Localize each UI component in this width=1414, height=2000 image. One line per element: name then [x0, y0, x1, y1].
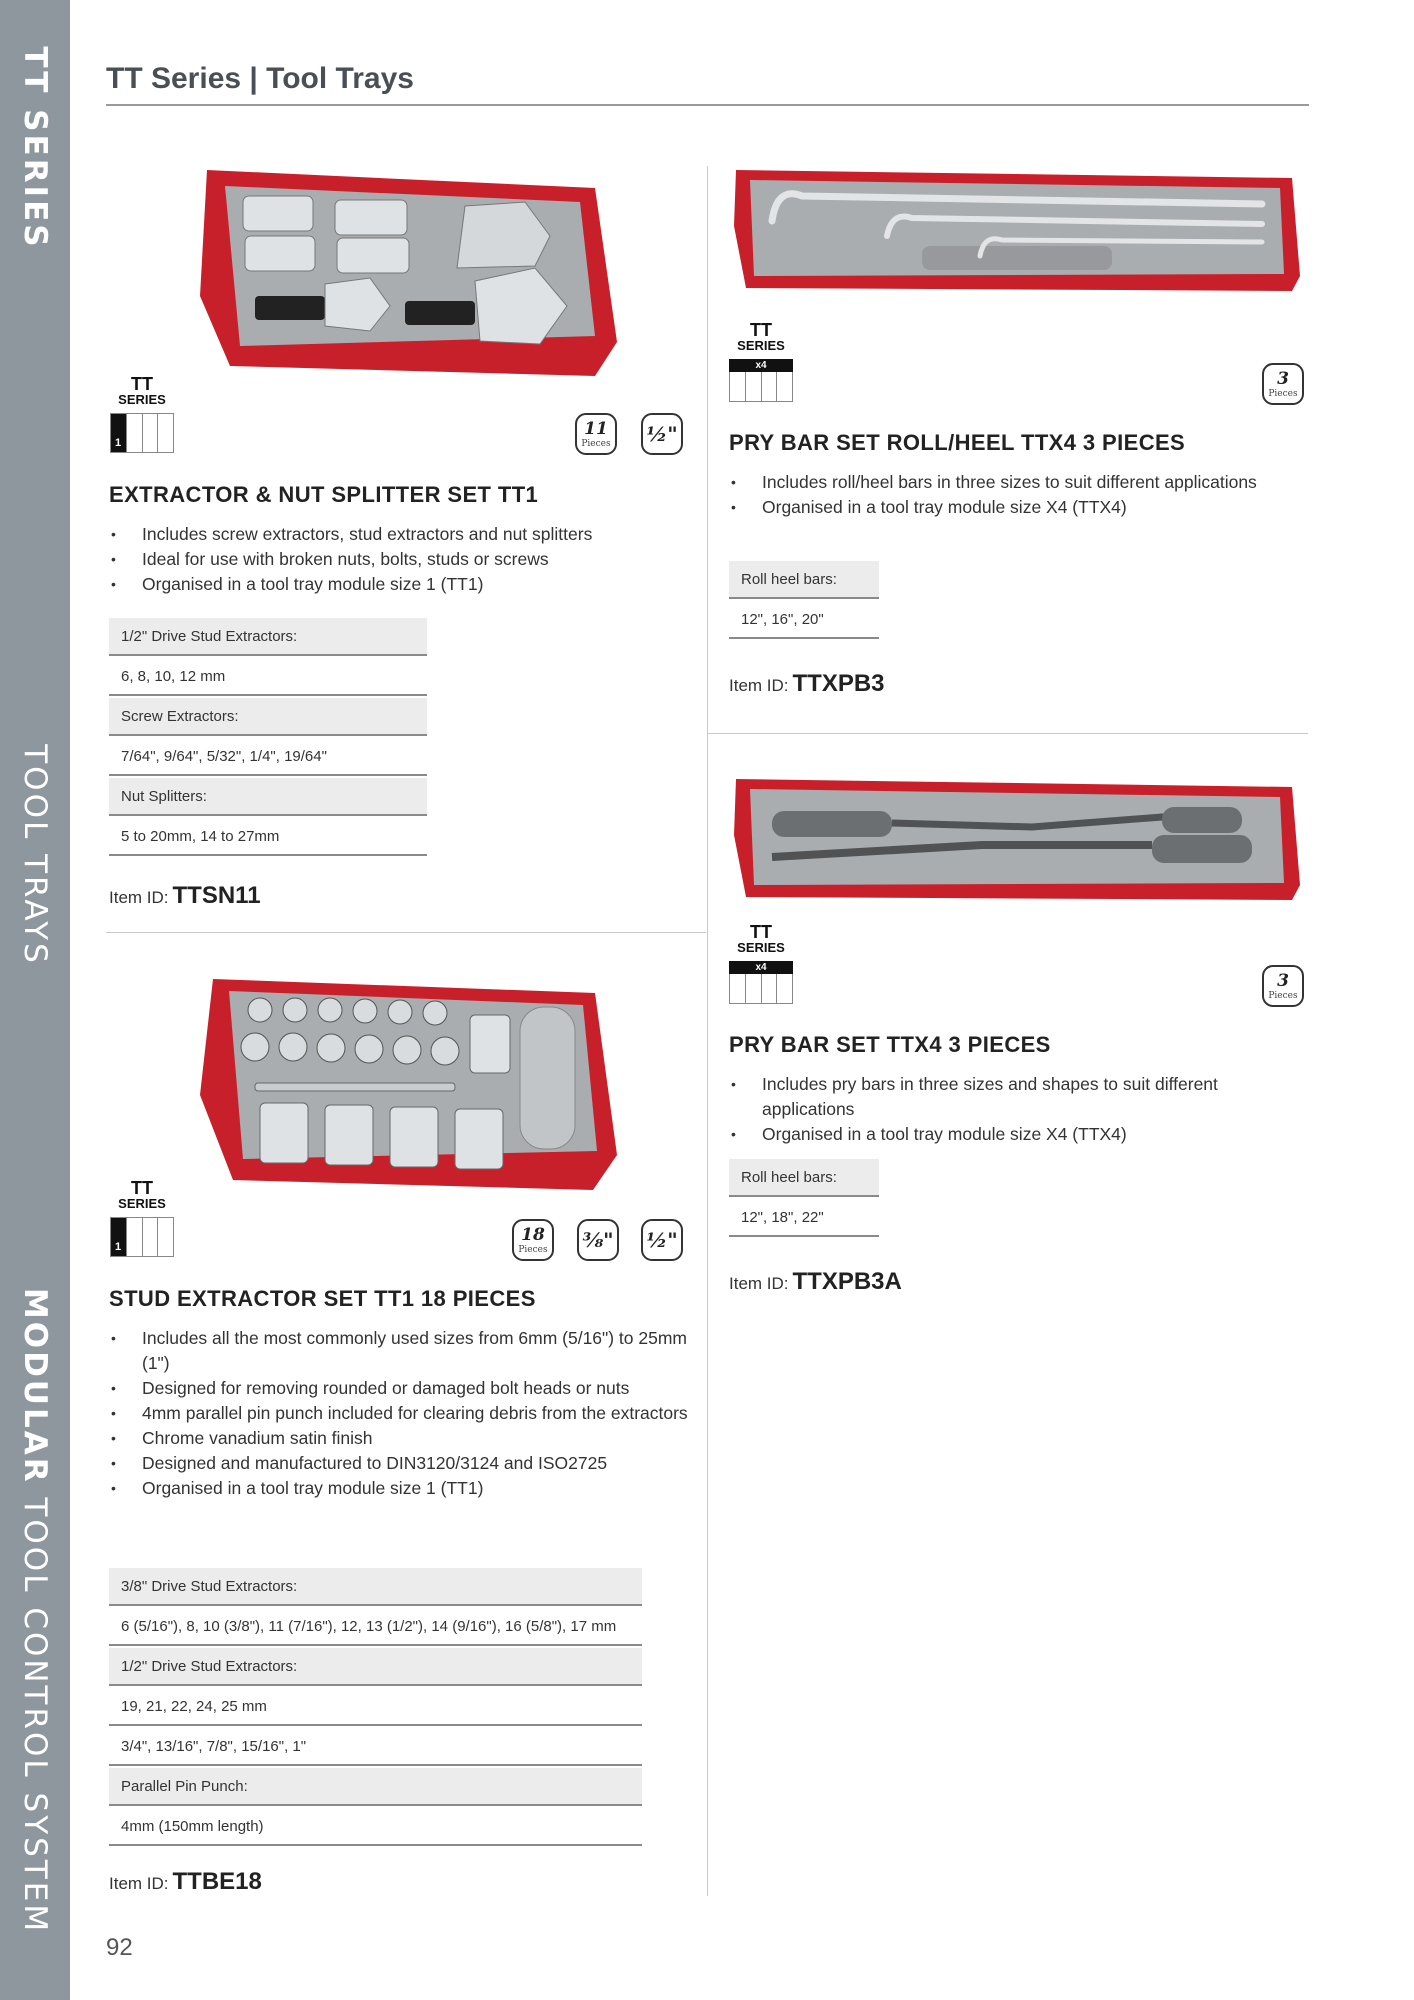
- module-cell: [158, 414, 173, 452]
- sidebar: [0, 0, 70, 2000]
- feature-item: • 4mm parallel pin punch included for clearing debris from the extractors: [109, 1401, 689, 1426]
- spec-row: 5 to 20mm, 14 to 27mm: [109, 818, 427, 856]
- feature-item: • Organised in a tool tray module size X4 (TTX4): [729, 1122, 1289, 1147]
- feature-item: • Designed and manufactured to DIN3120/3124 and ISO2725: [109, 1451, 689, 1476]
- item-id-code: TTSN11: [172, 882, 261, 909]
- socket-1: [243, 196, 313, 231]
- feature-item: • Includes roll/heel bars in three sizes to suit different applications: [729, 470, 1289, 495]
- spec-row: 1/2" Drive Stud Extractors:: [109, 1648, 642, 1686]
- series-logo-series: SERIES: [118, 1196, 166, 1211]
- product-title: PRY BAR SET ROLL/HEEL TTX4 3 PIECES: [729, 430, 1186, 455]
- feature-item: • Designed for removing rounded or damaged bolt heads or nuts: [109, 1376, 689, 1401]
- extractor-22: [390, 1107, 438, 1167]
- feature-list: [729, 470, 1289, 520]
- series-logo-tt: TT: [750, 922, 772, 942]
- drive-size-badge: ½": [641, 413, 683, 455]
- module-x4-bar: x4: [729, 359, 793, 372]
- module-size-icon: [110, 413, 174, 453]
- nut-splitter-handle-1: [255, 296, 325, 320]
- pieces-badge: 18 Pieces: [512, 1219, 554, 1261]
- series-logo-series: SERIES: [737, 940, 785, 955]
- spec-row: Nut Splitters:: [109, 778, 427, 816]
- page-title: TT Series | Tool Trays: [106, 62, 414, 95]
- drive-size-badge: ⅜": [577, 1219, 619, 1261]
- module-cell: [730, 372, 746, 401]
- pry-bar-handle-1: [772, 811, 892, 837]
- feature-list: [109, 1326, 689, 1501]
- sidebar-tool-trays: TOOL TRAYS: [17, 744, 53, 966]
- product-image-roll-heel-tray: [732, 166, 1302, 296]
- module-cell: [158, 1218, 173, 1256]
- spec-table: [109, 618, 427, 858]
- item-id-label: Item ID:: [109, 1874, 169, 1893]
- socket-2: [245, 236, 315, 271]
- item-id-label: Item ID:: [729, 676, 789, 695]
- module-cell: [127, 414, 143, 452]
- feature-item: • Chrome vanadium satin finish: [109, 1426, 689, 1451]
- module-cell: [143, 1218, 159, 1256]
- item-id-code: TTBE18: [172, 1868, 262, 1895]
- spec-row: Parallel Pin Punch:: [109, 1768, 642, 1806]
- item-id-code: TTXPB3A: [792, 1268, 902, 1295]
- module-size-icon: [729, 359, 793, 402]
- nut-splitter-handle-2: [405, 301, 475, 325]
- module-cell: [762, 974, 778, 1003]
- module-cell: [777, 974, 792, 1003]
- pin-punch: [255, 1083, 455, 1091]
- module-cell: [746, 372, 762, 401]
- pry-bar-handle-2: [1162, 807, 1242, 833]
- spec-row: 6 (5/16"), 8, 10 (3/8"), 11 (7/16"), 12, 13 (1/2"), 14 (9/16"), 16 (5/8"), 17 mm: [109, 1608, 642, 1646]
- feature-item: • Organised in a tool tray module size X4 (TTX4): [729, 495, 1289, 520]
- product-image-nut-splitter-tray: [195, 166, 620, 381]
- series-logo-series: SERIES: [118, 392, 166, 407]
- module-cell: [730, 974, 746, 1003]
- left-divider: [106, 932, 706, 933]
- pry-bar-handle-3: [1152, 835, 1252, 863]
- spec-row: 19, 21, 22, 24, 25 mm: [109, 1688, 642, 1726]
- module-cell: [777, 372, 792, 401]
- drive-size-badge: ½": [641, 1219, 683, 1261]
- spec-row: 6, 8, 10, 12 mm: [109, 658, 427, 696]
- product-title: PRY BAR SET TTX4 3 PIECES: [729, 1032, 1051, 1057]
- module-size-icon: [110, 1217, 174, 1257]
- series-logo-series: SERIES: [737, 338, 785, 353]
- spec-table: [729, 1159, 879, 1239]
- series-logo: [107, 376, 177, 453]
- item-id: [109, 1868, 262, 1896]
- feature-item: • Ideal for use with broken nuts, bolts, studs or screws: [109, 547, 689, 572]
- extractor-21: [325, 1105, 373, 1165]
- item-id-code: TTXPB3: [792, 670, 885, 697]
- item-id: [729, 1268, 902, 1296]
- spec-table: [729, 561, 879, 641]
- series-logo: [726, 924, 796, 1004]
- sidebar-tt-series: TT SERIES: [17, 46, 53, 250]
- feature-item: • Includes all the most commonly used sizes from 6mm (5/16") to 25mm (1"): [109, 1326, 689, 1376]
- product-title: STUD EXTRACTOR SET TT1 18 PIECES: [109, 1286, 536, 1311]
- spec-row: 3/8" Drive Stud Extractors:: [109, 1568, 642, 1606]
- feature-list: [729, 1072, 1289, 1147]
- extractor-19: [260, 1103, 308, 1163]
- module-cell: 1: [111, 1218, 127, 1256]
- product-image-stud-extractor-tray: [195, 975, 620, 1195]
- module-cell: [143, 414, 159, 452]
- item-id: [109, 882, 261, 910]
- spec-row: Screw Extractors:: [109, 698, 427, 736]
- feature-item: • Includes screw extractors, stud extractors and nut splitters: [109, 522, 689, 547]
- module-cell: [746, 974, 762, 1003]
- punch-slot: [520, 1007, 575, 1149]
- feature-item: • Organised in a tool tray module size 1 (TT1): [109, 572, 689, 597]
- spec-row: 12", 16", 20": [729, 601, 879, 639]
- module-cell: [762, 372, 778, 401]
- spec-row: 4mm (150mm length): [109, 1808, 642, 1846]
- sidebar-modular-system: MODULAR TOOL CONTROL SYSTEM: [17, 1287, 53, 1935]
- spec-table: [109, 1568, 642, 1848]
- spec-row: Roll heel bars:: [729, 561, 879, 599]
- spec-row: Roll heel bars:: [729, 1159, 879, 1197]
- item-id: [729, 670, 885, 698]
- feature-item: • Includes pry bars in three sizes and shapes to suit different applications: [729, 1072, 1289, 1122]
- spec-row: 1/2" Drive Stud Extractors:: [109, 618, 427, 656]
- series-logo: [726, 322, 796, 402]
- extractor-24: [455, 1109, 503, 1169]
- spec-row: 12", 18", 22": [729, 1199, 879, 1237]
- spec-row: 7/64", 9/64", 5/32", 1/4", 19/64": [109, 738, 427, 776]
- module-size-icon: [729, 961, 793, 1004]
- large-extractor: [470, 1015, 510, 1073]
- module-x4-bar: x4: [729, 961, 793, 974]
- pieces-badge: 3 Pieces: [1262, 965, 1304, 1007]
- series-logo-tt: TT: [750, 320, 772, 340]
- module-cell: [127, 1218, 143, 1256]
- product-image-pry-bar-tray: [732, 775, 1302, 905]
- pieces-badge: 11 Pieces: [575, 413, 617, 455]
- socket-3: [335, 200, 407, 235]
- socket-4: [337, 238, 409, 273]
- product-title: EXTRACTOR & NUT SPLITTER SET TT1: [109, 482, 539, 507]
- series-logo-tt: TT: [131, 374, 153, 394]
- column-divider: [707, 166, 708, 1896]
- feature-list: [109, 522, 689, 597]
- title-rule: [106, 104, 1309, 106]
- item-id-label: Item ID:: [729, 1274, 789, 1293]
- feature-item: • Organised in a tool tray module size 1 (TT1): [109, 1476, 689, 1501]
- module-cell: 1: [111, 414, 127, 452]
- finger-slot: [922, 246, 1112, 270]
- page-number: 92: [106, 1934, 133, 1961]
- series-logo: [107, 1180, 177, 1257]
- series-logo-tt: TT: [131, 1178, 153, 1198]
- right-divider: [708, 733, 1308, 734]
- spec-row: 3/4", 13/16", 7/8", 15/16", 1": [109, 1728, 642, 1766]
- pieces-badge: 3 Pieces: [1262, 363, 1304, 405]
- item-id-label: Item ID:: [109, 888, 169, 907]
